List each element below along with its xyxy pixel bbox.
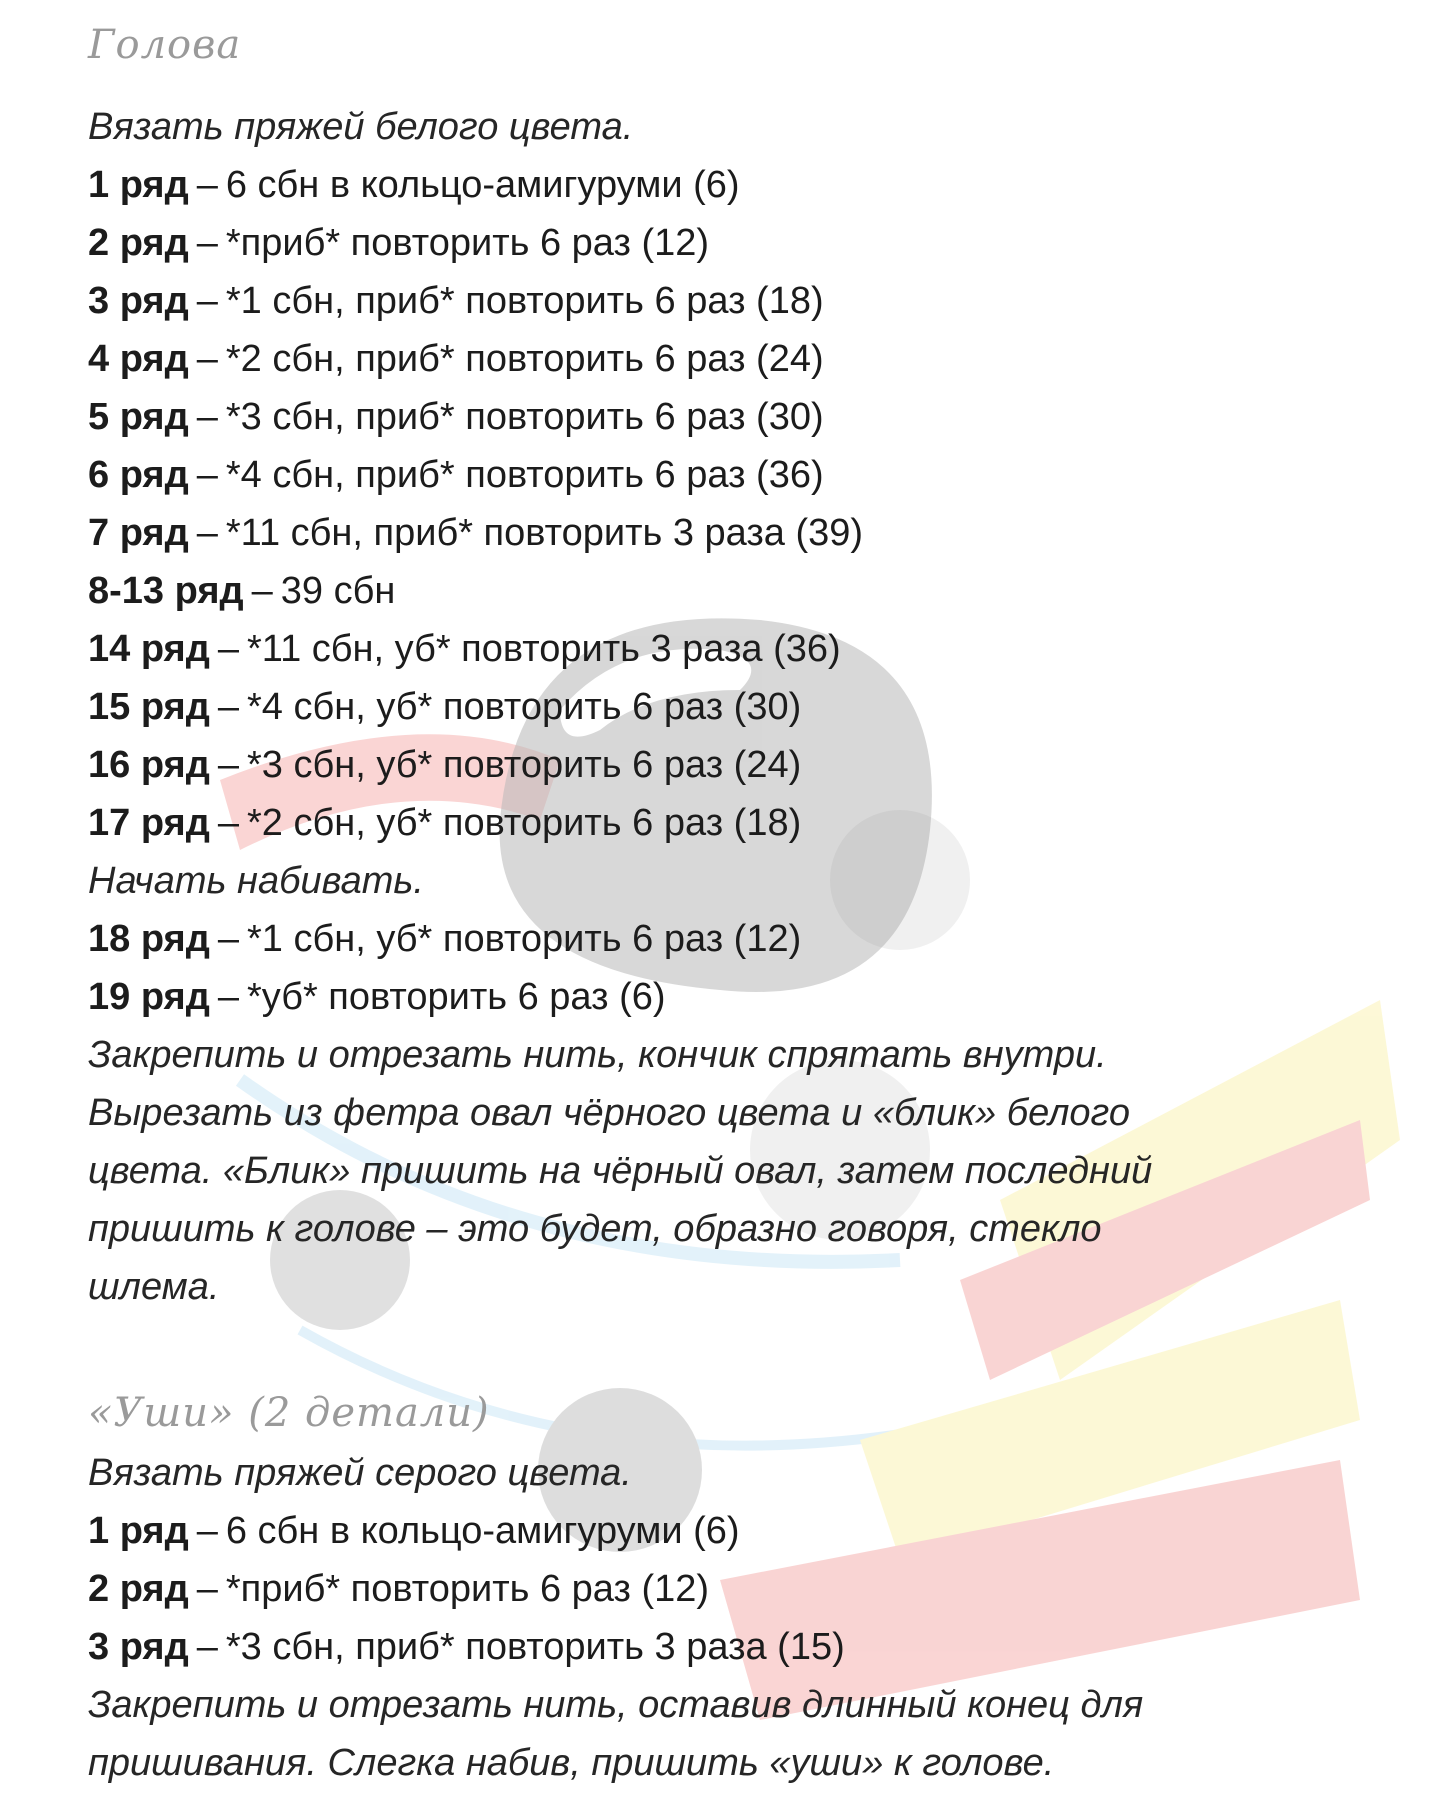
head-intro-note: Вязать пряжей белого цвета. [88, 106, 634, 148]
row-number: 16 ряд [88, 744, 210, 786]
row-number: 7 ряд [88, 512, 189, 554]
row-number: 18 ряд [88, 918, 210, 960]
row-instruction: *4 сбн, приб* повторить 6 раз (36) [225, 454, 824, 496]
row-instruction: *4 сбн, уб* повторить 6 раз (30) [246, 686, 802, 728]
ears-finishing-line: Закрепить и отрезать нить, оставив длинный конец для [88, 1684, 1144, 1726]
finishing-note-line: пришить к голове – это будет, образно говоря, стекло [88, 1208, 1102, 1250]
row-dash: – [196, 396, 218, 438]
row-instruction: 6 сбн в кольцо-амигуруми (6) [225, 1510, 740, 1552]
row-number: 15 ряд [88, 686, 210, 728]
row-dash: – [196, 1510, 218, 1552]
row-instruction: *3 сбн, уб* повторить 6 раз (24) [246, 744, 802, 786]
row-instruction: *2 сбн, уб* повторить 6 раз (18) [246, 802, 802, 844]
row-number: 3 ряд [88, 1626, 189, 1668]
row-number: 19 ряд [88, 976, 210, 1018]
row-dash: – [196, 1626, 218, 1668]
row-instruction: 6 сбн в кольцо-амигуруми (6) [225, 164, 740, 206]
pattern-row [88, 1502, 1388, 1560]
row-dash: – [217, 686, 239, 728]
finishing-note-line: цвета. «Блик» пришить на чёрный овал, затем последний [88, 1150, 1153, 1192]
row-number: 2 ряд [88, 1568, 189, 1610]
row-dash: – [251, 570, 273, 612]
pattern-row [88, 910, 1388, 968]
row-instruction: *уб* повторить 6 раз (6) [246, 976, 666, 1018]
stuffing-note: Начать набивать. [88, 860, 424, 902]
row-dash: – [196, 280, 218, 322]
ears-finishing-line: пришивания. Слегка набив, пришить «уши» к голове. [88, 1742, 1055, 1784]
pattern-row [88, 620, 1388, 678]
row-number: 5 ряд [88, 396, 189, 438]
ears-intro-note: Вязать пряжей серого цвета. [88, 1452, 632, 1494]
finishing-note-line: шлема. [88, 1266, 220, 1308]
row-number: 1 ряд [88, 164, 189, 206]
row-number: 2 ряд [88, 222, 189, 264]
row-dash: – [196, 338, 218, 380]
pattern-row [88, 272, 1388, 330]
row-dash: – [217, 802, 239, 844]
row-dash: – [217, 628, 239, 670]
row-number: 6 ряд [88, 454, 189, 496]
row-instruction: *приб* повторить 6 раз (12) [225, 1568, 710, 1610]
pattern-row [88, 214, 1388, 272]
row-instruction: *3 сбн, приб* повторить 3 раза (15) [225, 1626, 845, 1668]
finishing-note-line: Закрепить и отрезать нить, кончик спрятать внутри. [88, 1034, 1107, 1076]
row-instruction: *11 сбн, уб* повторить 3 раза (36) [246, 628, 841, 670]
row-dash: – [196, 1568, 218, 1610]
row-number: 8-13 ряд [88, 570, 244, 612]
row-dash: – [196, 454, 218, 496]
pattern-row [88, 736, 1388, 794]
finishing-note-line: Вырезать из фетра овал чёрного цвета и «блик» белого [88, 1092, 1130, 1134]
row-instruction: *приб* повторить 6 раз (12) [225, 222, 710, 264]
row-number: 1 ряд [88, 1510, 189, 1552]
row-dash: – [217, 918, 239, 960]
pattern-row [88, 388, 1388, 446]
row-instruction: *3 сбн, приб* повторить 6 раз (30) [225, 396, 824, 438]
pattern-row [88, 446, 1388, 504]
row-dash: – [196, 512, 218, 554]
row-dash: – [196, 164, 218, 206]
row-number: 3 ряд [88, 280, 189, 322]
pattern-content [88, 14, 1388, 1792]
section-title-ears: «Уши» (2 детали) [88, 1390, 490, 1436]
row-instruction: *1 сбн, уб* повторить 6 раз (12) [246, 918, 802, 960]
row-dash: – [217, 976, 239, 1018]
row-instruction: *1 сбн, приб* повторить 6 раз (18) [225, 280, 824, 322]
section-title-head: Голова [88, 22, 242, 68]
row-instruction: *11 сбн, приб* повторить 3 раза (39) [225, 512, 864, 554]
pattern-row [88, 968, 1388, 1026]
pattern-row [88, 794, 1388, 852]
row-number: 4 ряд [88, 338, 189, 380]
row-instruction: 39 сбн [280, 570, 396, 612]
row-number: 14 ряд [88, 628, 210, 670]
row-number: 17 ряд [88, 802, 210, 844]
pattern-row [88, 1560, 1388, 1618]
pattern-row [88, 156, 1388, 214]
pattern-row [88, 678, 1388, 736]
row-dash: – [196, 222, 218, 264]
pattern-row [88, 504, 1388, 562]
pattern-row [88, 562, 1388, 620]
pattern-row [88, 330, 1388, 388]
row-instruction: *2 сбн, приб* повторить 6 раз (24) [225, 338, 824, 380]
pattern-row [88, 1618, 1388, 1676]
row-dash: – [217, 744, 239, 786]
